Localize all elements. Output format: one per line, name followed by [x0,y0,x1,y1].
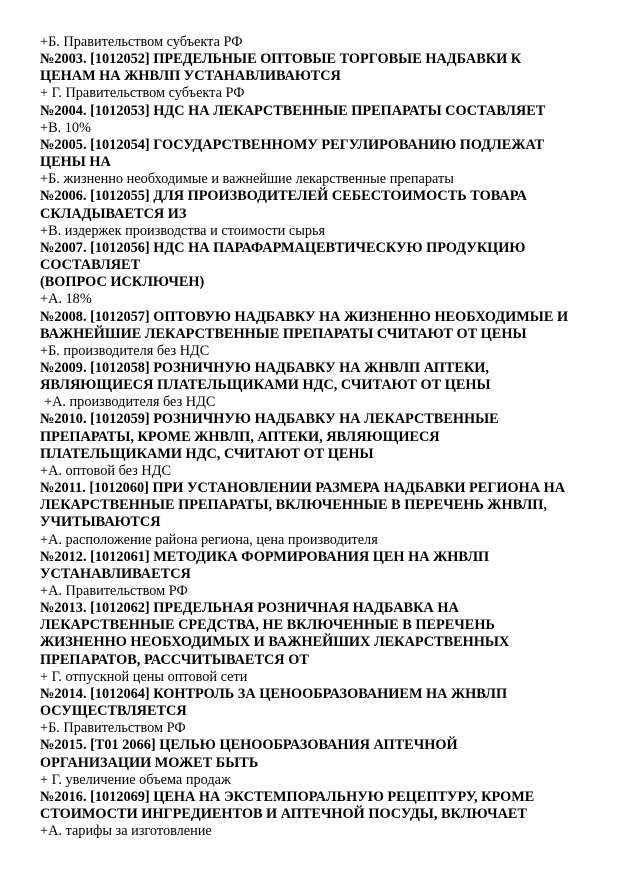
question-text-line: №2008. [1012057] ОПТОВУЮ НАДБАВКУ НА ЖИЗНЕННО НЕОБХОДИМЫЕ И [40,308,569,325]
question-text-line: №2004. [1012053] НДС НА ЛЕКАРСТВЕННЫЕ ПРЕПАРАТЫ СОСТАВЛЯЕТ [40,102,546,119]
question-text-line: №2014. [1012064] КОНТРОЛЬ ЗА ЦЕНООБРАЗОВАНИЕМ НА ЖНВЛП [40,685,508,702]
question-text-line: №2003. [1012052] ПРЕДЕЛЬНЫЕ ОПТОВЫЕ ТОРГОВЫЕ НАДБАВКИ К [40,51,522,68]
question-text-line: ЖИЗНЕННО НЕОБХОДИМЫХ И ВАЖНЕЙШИХ ЛЕКАРСТВЕННЫХ [40,634,510,651]
question-text-line: ПРЕПАРАТЫ, КРОМЕ ЖНВЛП, АПТЕКИ, ЯВЛЯЮЩИЕСЯ [40,428,440,445]
answer-text-line: +В. 10% [40,119,91,136]
question-text-line: ЛЕКАРСТВЕННЫЕ ПРЕПАРАТЫ, ВКЛЮЧЕННЫЕ В ПЕРЕЧЕНЬ ЖНВЛП, [40,497,547,514]
question-text-line: СТОИМОСТИ ИНГРЕДИЕНТОВ И АПТЕЧНОЙ ПОСУДЫ, ВКЛЮЧАЕТ [40,806,527,823]
answer-text-line: +А. производителя без НДС [44,394,216,411]
question-text-line: №2006. [1012055] ДЛЯ ПРОИЗВОДИТЕЛЕЙ СЕБЕСТОИМОСТЬ ТОВАРА [40,188,527,205]
answer-text-line: + Г. отпускной цены оптовой сети [40,668,248,685]
answer-text-line: +В. издержек производства и стоимости сырья [40,222,326,239]
question-text-line: ПЛАТЕЛЬЩИКАМИ НДС, СЧИТАЮТ ОТ ЦЕНЫ [40,445,374,462]
question-text-line: ЛЕКАРСТВЕННЫЕ СРЕДСТВА, НЕ ВКЛЮЧЕННЫЕ В ПЕРЕЧЕНЬ [40,617,495,634]
question-text-line: №2007. [1012056] НДС НА ПАРАФАРМАЦЕВТИЧЕСКУЮ ПРОДУКЦИЮ [40,239,526,256]
answer-text-line: +А. оптовой без НДС [40,462,172,479]
question-text-line: СОСТАВЛЯЕТ [40,257,141,274]
question-text-line: (ВОПРОС ИСКЛЮЧЕН) [40,274,205,291]
question-text-line: №2011. [1012060] ПРИ УСТАНОВЛЕНИИ РАЗМЕРА НАДБАВКИ РЕГИОНА НА [40,480,566,497]
question-text-line: СКЛАДЫВАЕТСЯ ИЗ [40,205,187,222]
answer-text-line: + Г. Правительством субъекта РФ [40,85,245,102]
question-text-line: №2016. [1012069] ЦЕНА НА ЭКСТЕМПОРАЛЬНУЮ РЕЦЕПТУРУ, КРОМЕ [40,788,535,805]
question-text-line: УЧИТЫВАЮТСЯ [40,514,161,531]
answer-text-line: +Б. производителя без НДС [40,342,210,359]
question-text-line: ОРГАНИЗАЦИИ МОЖЕТ БЫТЬ [40,754,259,771]
answer-text-line: +А. Правительством РФ [40,583,188,599]
question-text-line: ЦЕНЫ НА [40,154,111,171]
answer-text-line: +А. тарифы за изготовление [40,823,212,840]
question-text-line: №2005. [1012054] ГОСУДАРСТВЕННОМУ РЕГУЛИРОВАНИЮ ПОДЛЕЖАТ [40,136,545,153]
answer-text-line: +Б. жизненно необходимые и важнейшие лекарственные препараты [40,171,454,188]
question-text-line: ПРЕПАРАТОВ, РАССЧИТЫВАЕТСЯ ОТ [40,651,309,668]
document-page [40,34,600,840]
answer-text-line: +Б. Правительством РФ [40,720,186,737]
question-text-line: ВАЖНЕЙШИЕ ЛЕКАРСТВЕННЫЕ ПРЕПАРАТЫ СЧИТАЮТ ОТ ЦЕНЫ [40,325,527,342]
question-text-line: №2010. [1012059] РОЗНИЧНУЮ НАДБАВКУ НА ЛЕКАРСТВЕННЫЕ [40,411,499,428]
question-text-line: ОСУЩЕСТВЛЯЕТСЯ [40,703,187,720]
question-text-line: №2015. [T01 2066] ЦЕЛЬЮ ЦЕНООБРАЗОВАНИЯ АПТЕЧНОЙ [40,737,458,754]
answer-text-line: +А. 18% [40,291,92,308]
question-text-line: УСТАНАВЛИВАЕТСЯ [40,565,191,582]
question-text-line: ЦЕНАМ НА ЖНВЛП УСТАНАВЛИВАЮТСЯ [40,68,341,85]
question-text-line: ЯВЛЯЮЩИЕСЯ ПЛАТЕЛЬЩИКАМИ НДС, СЧИТАЮТ ОТ ЦЕНЫ [40,377,491,394]
answer-text-line: +А. расположение района региона, цена производителя [40,531,378,548]
question-text-line: №2012. [1012061] МЕТОДИКА ФОРМИРОВАНИЯ ЦЕН НА ЖНВЛП [40,548,490,565]
question-text-line: №2013. [1012062] ПРЕДЕЛЬНАЯ РОЗНИЧНАЯ НАДБАВКА НА [40,600,459,617]
answer-text-line: + Г. увеличение объема продаж [40,771,231,788]
question-text-line: №2009. [1012058] РОЗНИЧНУЮ НАДБАВКУ НА ЖНВЛП АПТЕКИ, [40,359,489,376]
answer-text-line: +Б. Правительством субъекта РФ [40,34,243,50]
